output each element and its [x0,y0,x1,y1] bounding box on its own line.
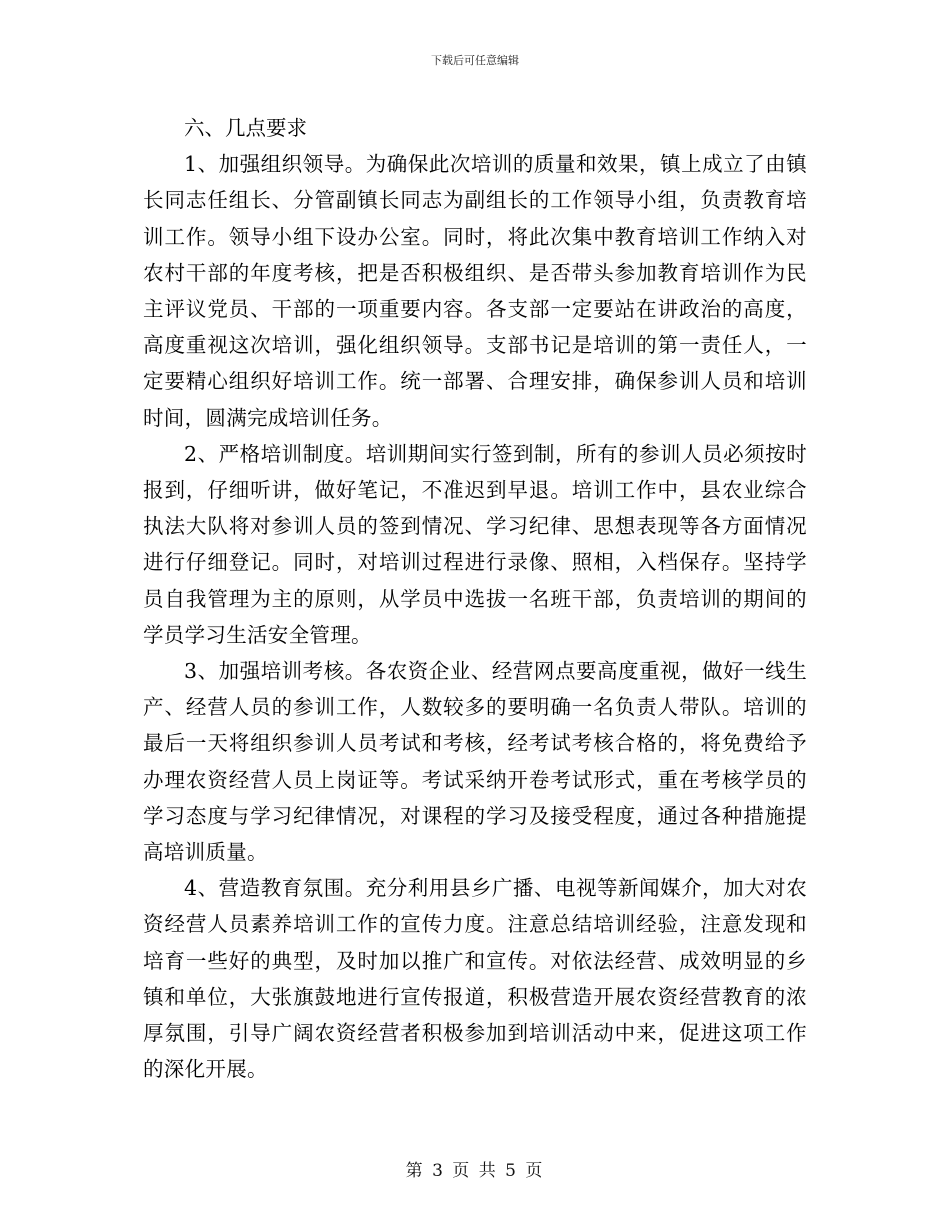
document-body [143,110,807,1087]
page-header-note: 下载后可任意编辑 [431,54,519,67]
paragraph-3: 3、加强培训考核。各农资企业、经营网点要高度重视，做好一线生产、经营人员的参训工作，人数较多的要明确一名负责人带队。培训的最后一天将组织参训人员考试和考核，经考试考核合格的，将免费给予办理农资经营人员上岗证等。考试采纳开卷考试形式，重在考核学员的学习态度与学习纪律情况，对课程的学习及接受程度，通过各种措施提高培训质量。 [143,659,807,865]
paragraph-2: 2、严格培训制度。培训期间实行签到制，所有的参训人员必须按时报到，仔细听讲，做好笔记，不准迟到早退。培训工作中，县农业综合执法大队将对参训人员的签到情况、学习纪律、思想表现等各方面情况进行仔细登记。同时，对培训过程进行录像、照相，入档保存。坚持学员自我管理为主的原则，从学员中选拔一名班干部，负责培训的期间的学员学习生活安全管理。 [143,441,807,647]
paragraph-1: 1、加强组织领导。为确保此次培训的质量和效果，镇上成立了由镇长同志任组长、分管副镇长同志为副组长的工作领导小组，负责教育培训工作。领导小组下设办公室。同时，将此次集中教育培训工作纳入对农村干部的年度考核，把是否积极组织、是否带头参加教育培训作为民主评议党员、干部的一项重要内容。各支部一定要站在讲政治的高度，高度重视这次培训，强化组织领导。支部书记是培训的第一责任人，一定要精心组织好培训工作。统一部署、合理安排，确保参训人员和培训时间，圆满完成培训任务。 [143,152,807,430]
section-title: 六、几点要求 [184,116,307,140]
paragraph-4: 4、营造教育氛围。充分利用县乡广播、电视等新闻媒介，加大对农资经营人员素养培训工作的宣传力度。注意总结培训经验，注意发现和培育一些好的典型，及时加以推广和宣传。对依法经营、成效明显的乡镇和单位，大张旗鼓地进行宣传报道，积极营造开展农资经营教育的浓厚氛围，引导广阔农资经营者积极参加到培训活动中来，促进这项工作的深化开展。 [143,876,807,1082]
page-number-footer: 第 3 页 共 5 页 [405,1161,545,1181]
